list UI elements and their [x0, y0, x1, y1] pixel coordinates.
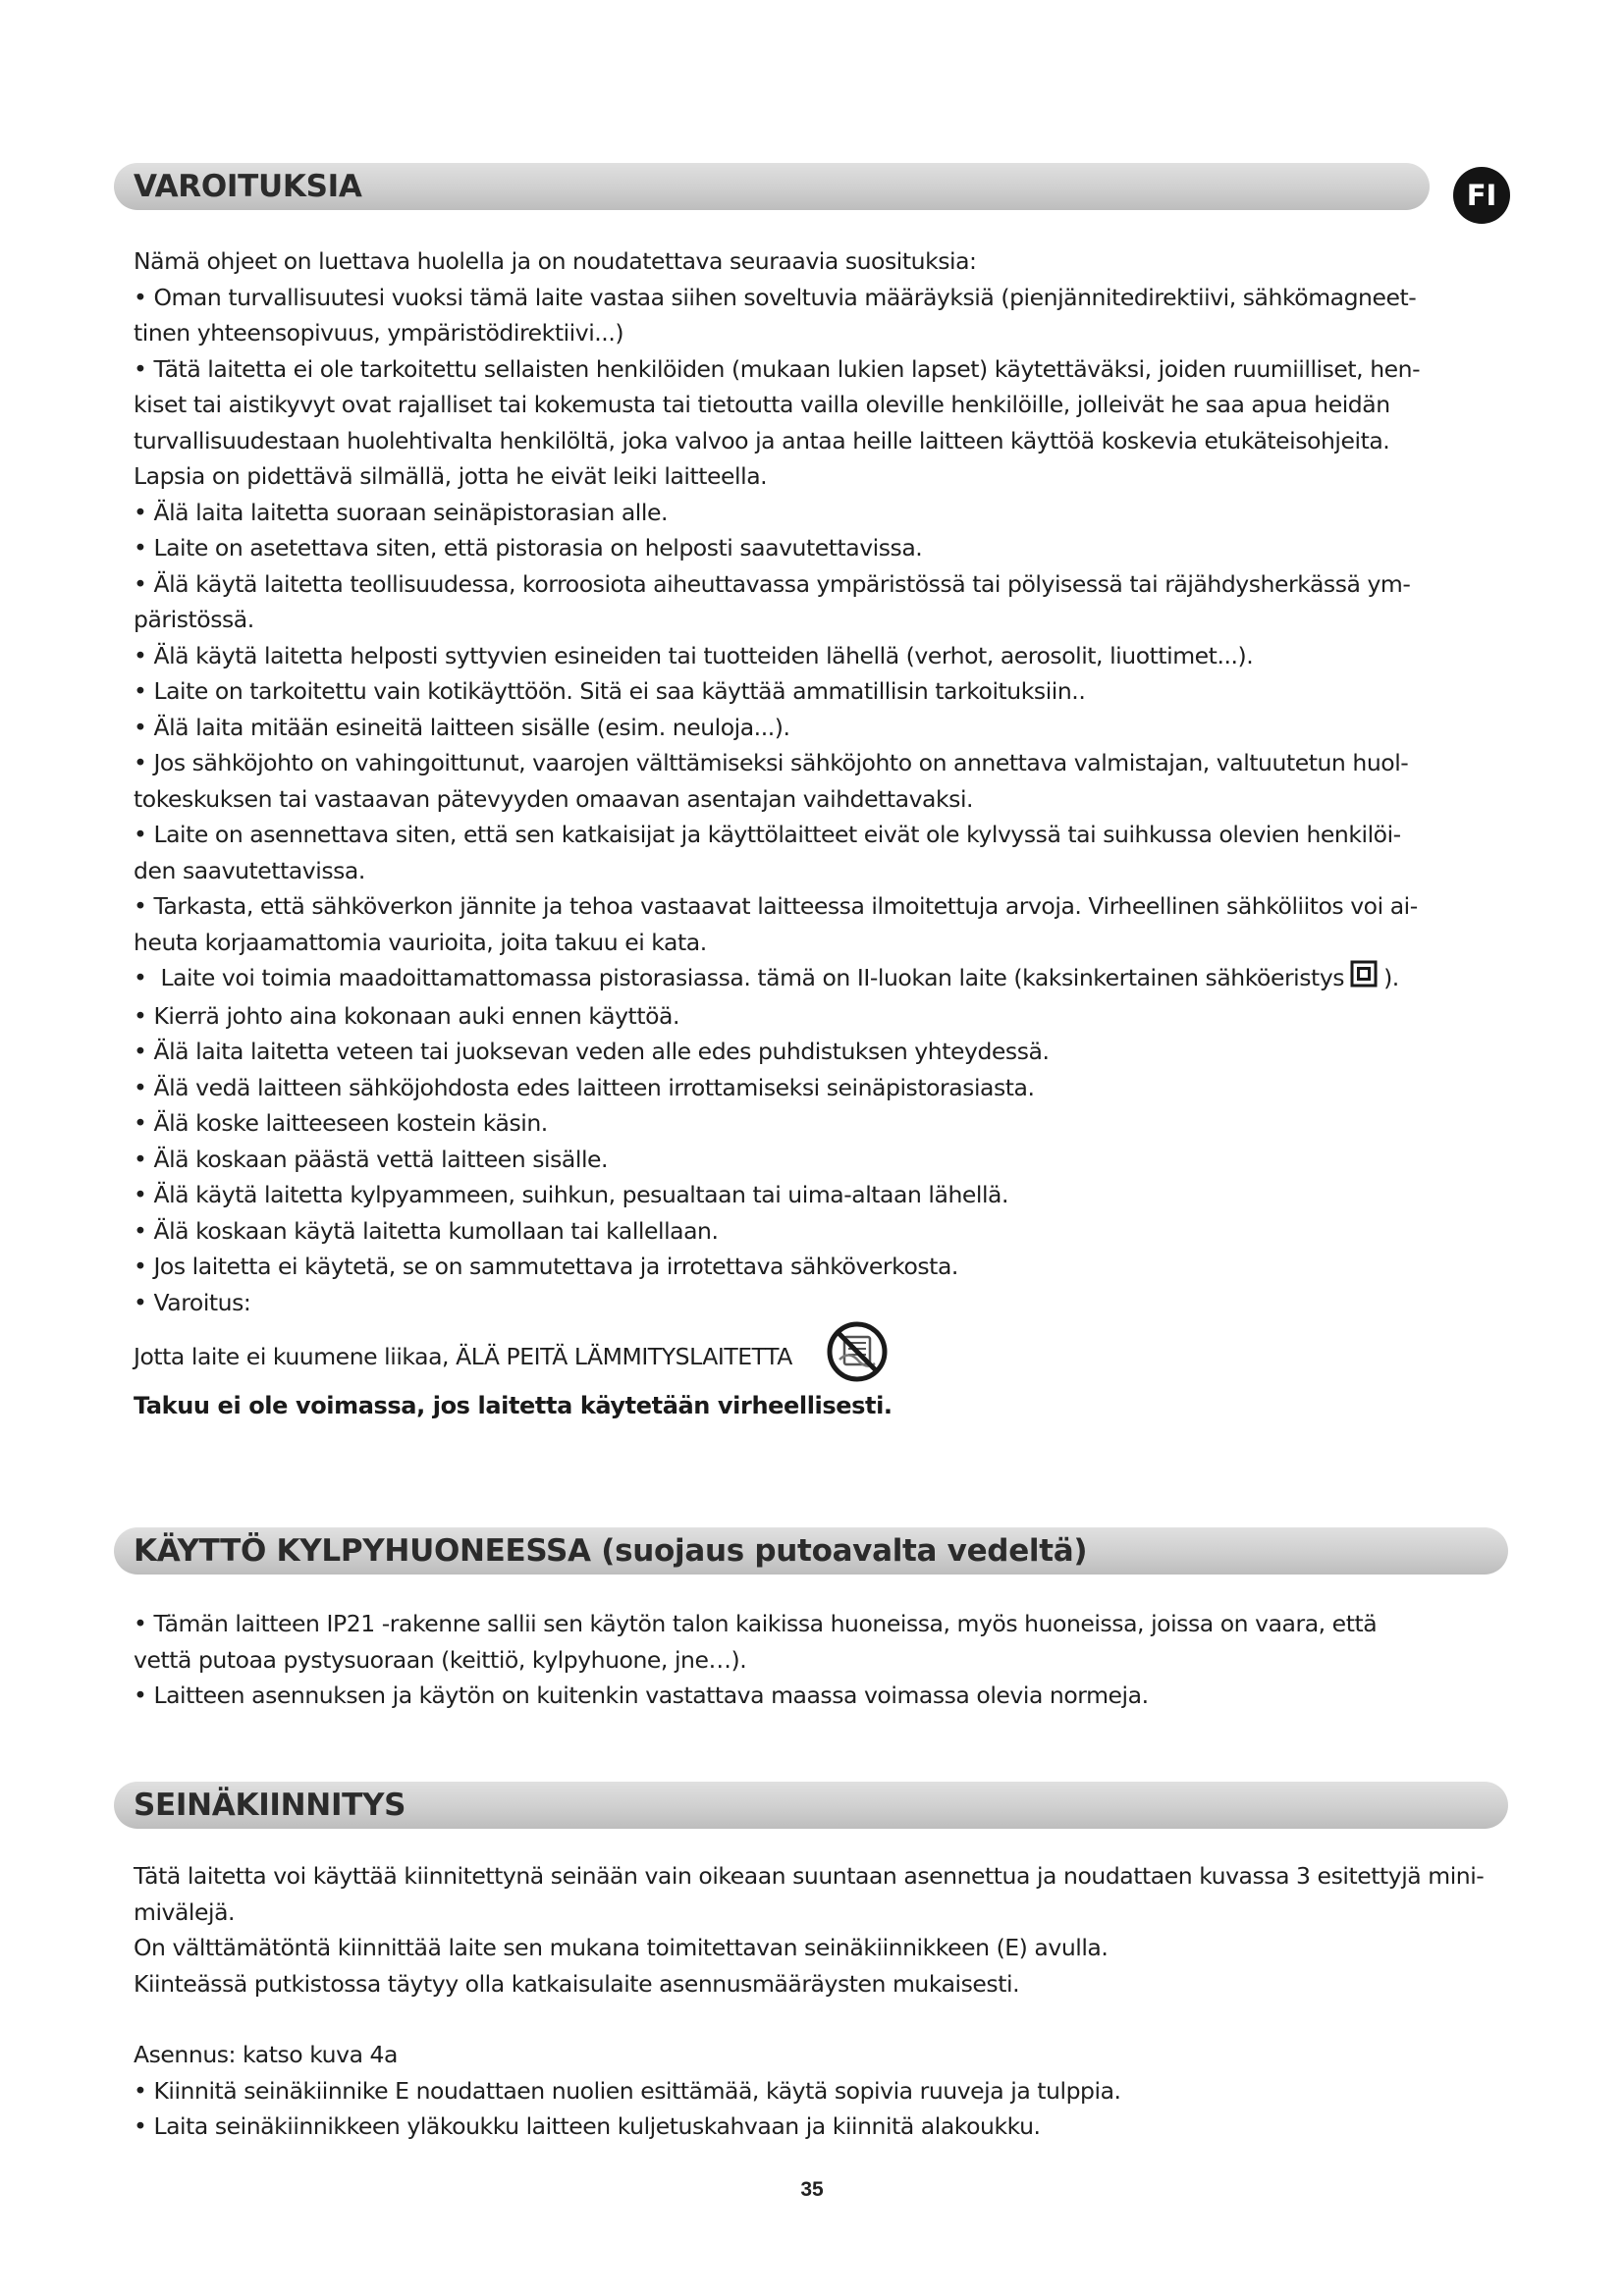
list-item: • Laite on asetettava siten, että pistorasia on helposti saavutettavissa. — [134, 530, 1508, 566]
warnings-text — [134, 243, 1508, 1394]
list-item: • Tarkasta, että sähköverkon jännite ja tehoa vastaavat laitteessa ilmoitettuja arvoja. Virheellinen sähköliitos voi ai- — [134, 888, 1508, 925]
list-item: • Tämän laitteen IP21 -rakenne sallii sen käytön talon kaikissa huoneissa, myös huoneissa, joissa on vaara, että — [134, 1606, 1508, 1642]
double-insulation-icon — [1350, 960, 1378, 998]
text-line: Asennus: katso kuva 4a — [134, 2041, 399, 2068]
list-item-class-ii — [134, 960, 1508, 998]
list-item: • Laita seinäkiinnikkeen yläkoukku laitteen kuljetuskahvaan ja kiinnitä alakoukku. — [134, 2109, 1508, 2145]
list-item: • Älä käytä laitetta helposti syttyvien esineiden tai tuotteiden lähellä (verhot, aerosolit, liuottimet...). — [134, 638, 1508, 674]
list-item: • Älä laita laitetta suoraan seinäpistorasian alle. — [134, 495, 1508, 531]
list-item: • Oman turvallisuutesi vuoksi tämä laite vastaa siihen soveltuvia määräyksiä (pienjännitedirektiivi, sähkömagneet- — [134, 280, 1508, 316]
list-item: • Kiinnitä seinäkiinnike E noudattaen nuolien esittämää, käytä sopivia ruuveja ja tulppia. — [134, 2073, 1508, 2109]
list-item: • Älä koskaan käytä laitetta kumollaan tai kallellaan. — [134, 1213, 1508, 1250]
text-line: turvallisuudestaan huolehtivalta henkilöltä, joka valvoo ja antaa heille laitteen käyttöä koskevia etukäteisohjeita. — [134, 426, 1390, 454]
section-header-wall-mount — [114, 1782, 1508, 1829]
section-header-bathroom — [114, 1527, 1508, 1575]
class-ii-text: Laite voi toimia maadoittamattomassa pistorasiassa. tämä on II-luokan laite (kaksinkertainen sähköeristys — [160, 964, 1345, 991]
list-item: • Laite on tarkoitettu vain kotikäyttöön. Sitä ei saa käyttää ammatillisin tarkoituksiin.. — [134, 673, 1508, 710]
text-line: heuta korjaamattomia vaurioita, joita takuu ei kata. — [134, 928, 707, 956]
list-item: • Tätä laitetta ei ole tarkoitettu sellaisten henkilöiden (mukaan lukien lapset) käytettäväksi, joiden ruumiilliset, hen- — [134, 351, 1508, 388]
wall-mount-text — [134, 1858, 1508, 2145]
page-number: 35 — [800, 2178, 824, 2201]
list-item: • Älä käytä laitetta kylpyammeen, suihkun, pesualtaan tai uima-altaan lähellä. — [134, 1177, 1508, 1213]
do-not-cover-text: Jotta laite ei kuumene liikaa, ÄLÄ PEITÄ LÄMMITYSLAITETTA — [134, 1343, 792, 1371]
text-line: tokeskuksen tai vastaavan pätevyyden omaavan asentajan vaihdettavaksi. — [134, 784, 974, 813]
text-line: Tätä laitetta voi käyttää kiinnitettynä seinään vain oikeaan suuntaan asennettua ja noudattaen kuvassa 3 esitettyjä mini- — [134, 1862, 1485, 1890]
text-line: Lapsia on pidettävä silmällä, jotta he eivät leiki laitteella. — [134, 462, 768, 490]
list-item: • Varoitus: — [134, 1285, 1508, 1321]
language-badge: FI — [1453, 167, 1510, 224]
text-line: den saavutettavissa. — [134, 856, 365, 884]
text-line: On välttämätöntä kiinnittää laite sen mukana toimitettavan seinäkiinnikkeen (E) avulla. — [134, 1934, 1109, 1961]
section-title-bathroom: KÄYTTÖ KYLPYHUONEESSA (suojaus putoavalta vedeltä) — [134, 1533, 1088, 1569]
text-line: Kiinteässä putkistossa täytyy olla katkaisulaite asennusmääräysten mukaisesti. — [134, 1969, 1020, 1998]
text-line: päristössä. — [134, 606, 254, 633]
section-title-wall-mount: SEINÄKIINNITYS — [134, 1788, 406, 1823]
warranty-note: Takuu ei ole voimassa, jos laitetta käytetään virheellisesti. — [134, 1392, 893, 1419]
bathroom-text — [134, 1606, 1508, 1714]
section-header-warnings — [114, 163, 1430, 210]
text-line: kiset tai aistikyvyt ovat rajalliset tai kokemusta tai tietoutta vailla oleville henkilöille, jolleivät he saa apua heidän — [134, 391, 1390, 418]
do-not-cover-icon — [826, 1320, 889, 1394]
paragraph-gap — [134, 2002, 1508, 2037]
class-ii-text-end: ). — [1383, 964, 1399, 991]
list-item: • Kierrä johto aina kokonaan auki ennen käyttöä. — [134, 998, 1508, 1035]
list-item: • Älä laita laitetta veteen tai juoksevan veden alle edes puhdistuksen yhteydessä. — [134, 1034, 1508, 1070]
list-item: • Älä vedä laitteen sähköjohdosta edes laitteen irrottamiseksi seinäpistorasiasta. — [134, 1070, 1508, 1106]
do-not-cover-line — [134, 1320, 1508, 1394]
text-line: tinen yhteensopivuus, ympäristödirektiivi...) — [134, 319, 624, 347]
list-item: • Laitteen asennuksen ja käytön on kuitenkin vastattava maassa voimassa olevia normeja. — [134, 1678, 1508, 1714]
list-item: • Älä käytä laitetta teollisuudessa, korroosiota aiheuttavassa ympäristössä tai pölyisessä tai räjähdysherkässä ym- — [134, 566, 1508, 603]
list-item: • Laite on asennettava siten, että sen katkaisijat ja käyttölaitteet eivät ole kylvyssä tai suihkussa olevien henkilöi- — [134, 817, 1508, 853]
text-line: Nämä ohjeet on luettava huolella ja on noudatettava seuraavia suosituksia: — [134, 247, 977, 275]
list-item: • Älä laita mitään esineitä laitteen sisälle (esim. neuloja...). — [134, 710, 1508, 746]
list-item: • Jos laitetta ei käytetä, se on sammutettava ja irrotettava sähköverkosta. — [134, 1249, 1508, 1285]
text-line: mivälejä. — [134, 1897, 236, 1926]
section-title-warnings: VAROITUKSIA — [134, 169, 362, 204]
list-item: • Älä koske laitteeseen kostein käsin. — [134, 1105, 1508, 1142]
text-line: vettä putoaa pystysuoraan (keittiö, kylpyhuone, jne…). — [134, 1645, 747, 1674]
list-item: • Jos sähköjohto on vahingoittunut, vaarojen välttämiseksi sähköjohto on annettava valmistajan, valtuutetun huol- — [134, 745, 1508, 781]
list-item: • Älä koskaan päästä vettä laitteen sisälle. — [134, 1142, 1508, 1178]
